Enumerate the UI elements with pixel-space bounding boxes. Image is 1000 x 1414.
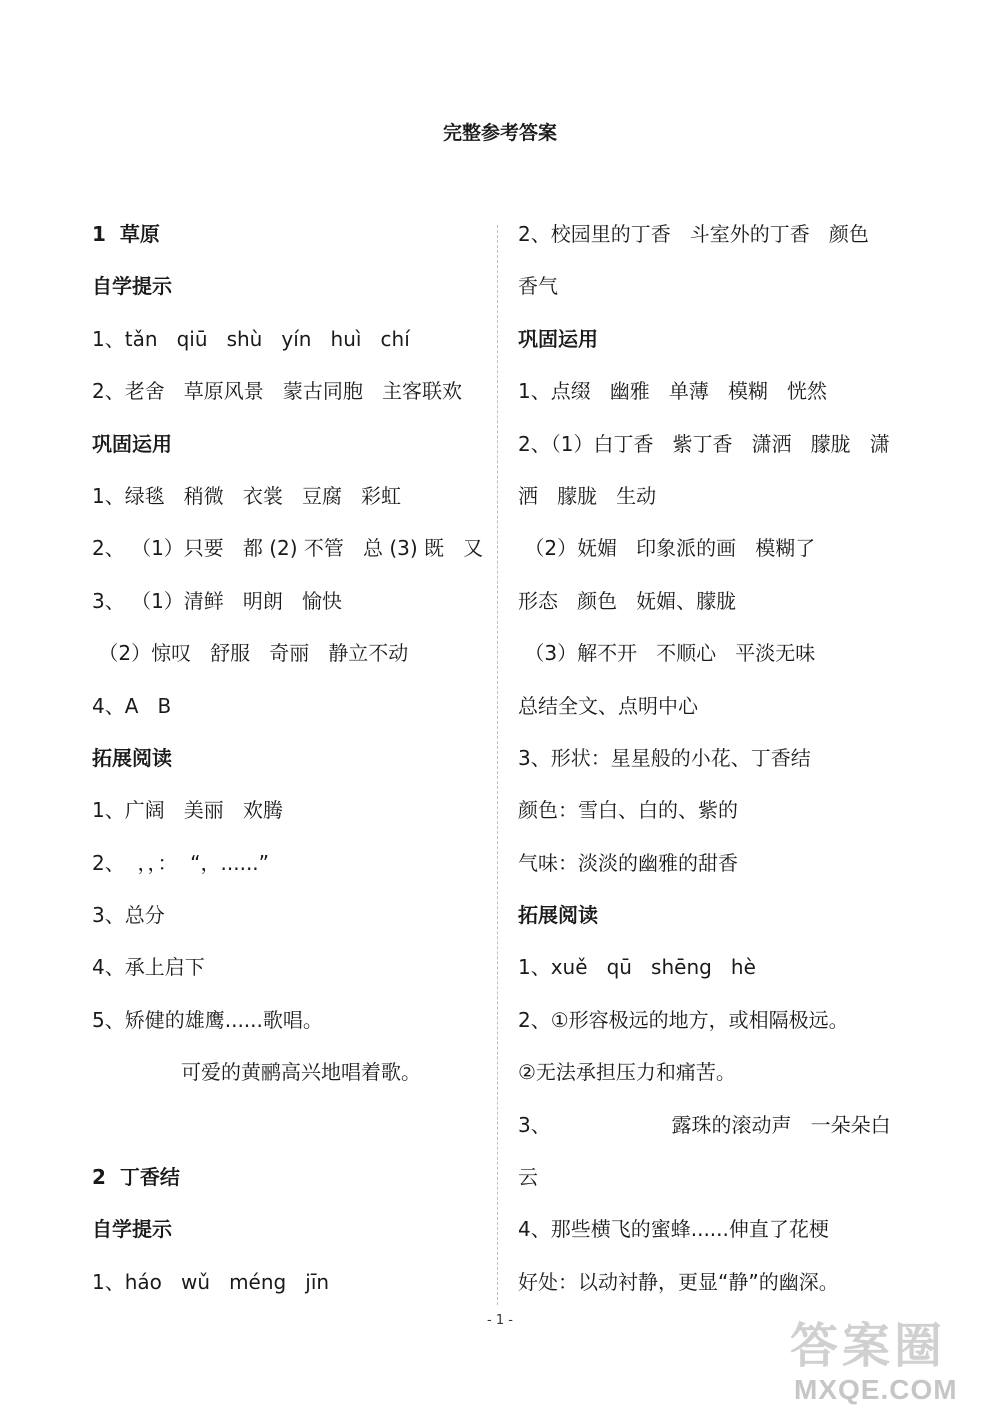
left-column xyxy=(92,218,487,1318)
section-heading: 拓展阅读 xyxy=(92,745,172,770)
answer-line: 4、承上启下 xyxy=(92,955,205,980)
watermark-text: 答案圈 xyxy=(790,1318,947,1374)
answer-line: 2、（1）白丁香 紫丁香 潇洒 朦胧 潇 xyxy=(518,431,890,456)
answer-line: 2、老舍 草原风景 蒙古同胞 主客联欢 xyxy=(92,379,462,404)
answer-line: （2）妩媚 印象派的画 模糊了 xyxy=(518,536,816,561)
answer-line: 4、那些横飞的蜜蜂......伸直了花梗 xyxy=(518,1217,829,1242)
section-heading: 1 草原 xyxy=(92,222,160,246)
answer-line: 2、 ，，： “，......” xyxy=(92,850,270,875)
answer-line: 香气 xyxy=(518,274,558,299)
answer-line xyxy=(92,1109,487,1161)
section-heading: 2 丁香结 xyxy=(92,1165,180,1190)
answer-line: 2、①形容极远的地方，或相隔极远。 xyxy=(518,1007,849,1032)
column-divider xyxy=(497,225,498,1305)
section-heading: 自学提示 xyxy=(92,1217,172,1242)
answer-line: 3、 露珠的滚动声 一朵朵白 xyxy=(518,1112,891,1137)
answer-line: 洒 朦胧 生动 xyxy=(518,483,657,508)
answer-line: 1、tǎn qiū shù yín huì chí xyxy=(92,326,410,351)
answer-line: 4、A B xyxy=(92,693,172,718)
answer-line: 3、 （1）清鲜 明朗 愉快 xyxy=(92,588,342,613)
answer-line: 1、háo wǔ méng jīn xyxy=(92,1269,330,1294)
watermark-logo xyxy=(790,1318,995,1410)
answer-line: ②无法承担压力和痛苦。 xyxy=(518,1060,736,1085)
section-heading: 拓展阅读 xyxy=(518,903,598,928)
right-column xyxy=(518,218,918,1318)
answer-line: 1、点缀 幽雅 单薄 模糊 恍然 xyxy=(518,379,828,404)
section-heading: 自学提示 xyxy=(92,274,172,299)
answer-line: 可爱的黄鹂高兴地唱着歌。 xyxy=(92,1060,422,1085)
answer-line: 云 xyxy=(518,1165,538,1190)
watermark-url: MXQE.COM xyxy=(794,1374,958,1405)
page-title: 完整参考答案 xyxy=(442,122,557,144)
answer-line: 3、总分 xyxy=(92,903,165,928)
answer-line: 2、校园里的丁香 斗室外的丁香 颜色 xyxy=(518,222,869,246)
answer-line: 气味：淡淡的幽雅的甜香 xyxy=(518,850,738,875)
answer-line: 形态 颜色 妩媚、朦胧 xyxy=(518,588,737,613)
answer-line: 颜色：雪白、白的、紫的 xyxy=(518,798,738,823)
answer-line: 2、 （1）只要 都 (2) 不管 总 (3) 既 又 xyxy=(92,536,484,561)
answer-line: 1、绿毯 稍微 衣裳 豆腐 彩虹 xyxy=(92,483,402,508)
answer-line: （3）解不开 不顺心 平淡无味 xyxy=(518,641,816,666)
section-heading: 巩固运用 xyxy=(518,326,598,351)
answer-line: 总结全文、点明中心 xyxy=(518,693,698,718)
answer-line: （2）惊叹 舒服 奇丽 静立不动 xyxy=(92,641,409,666)
answer-line: 5、矫健的雄鹰......歌唱。 xyxy=(92,1007,323,1032)
answer-line: 1、广阔 美丽 欢腾 xyxy=(92,798,283,823)
answer-line: 好处：以动衬静，更显“静”的幽深。 xyxy=(518,1269,839,1294)
section-heading: 巩固运用 xyxy=(92,431,172,456)
answer-line: 1、xuě qū shēng hè xyxy=(518,955,756,980)
answer-line: 3、形状：星星般的小花、丁香结 xyxy=(518,745,811,770)
page-number: - 1 - xyxy=(487,1313,513,1328)
